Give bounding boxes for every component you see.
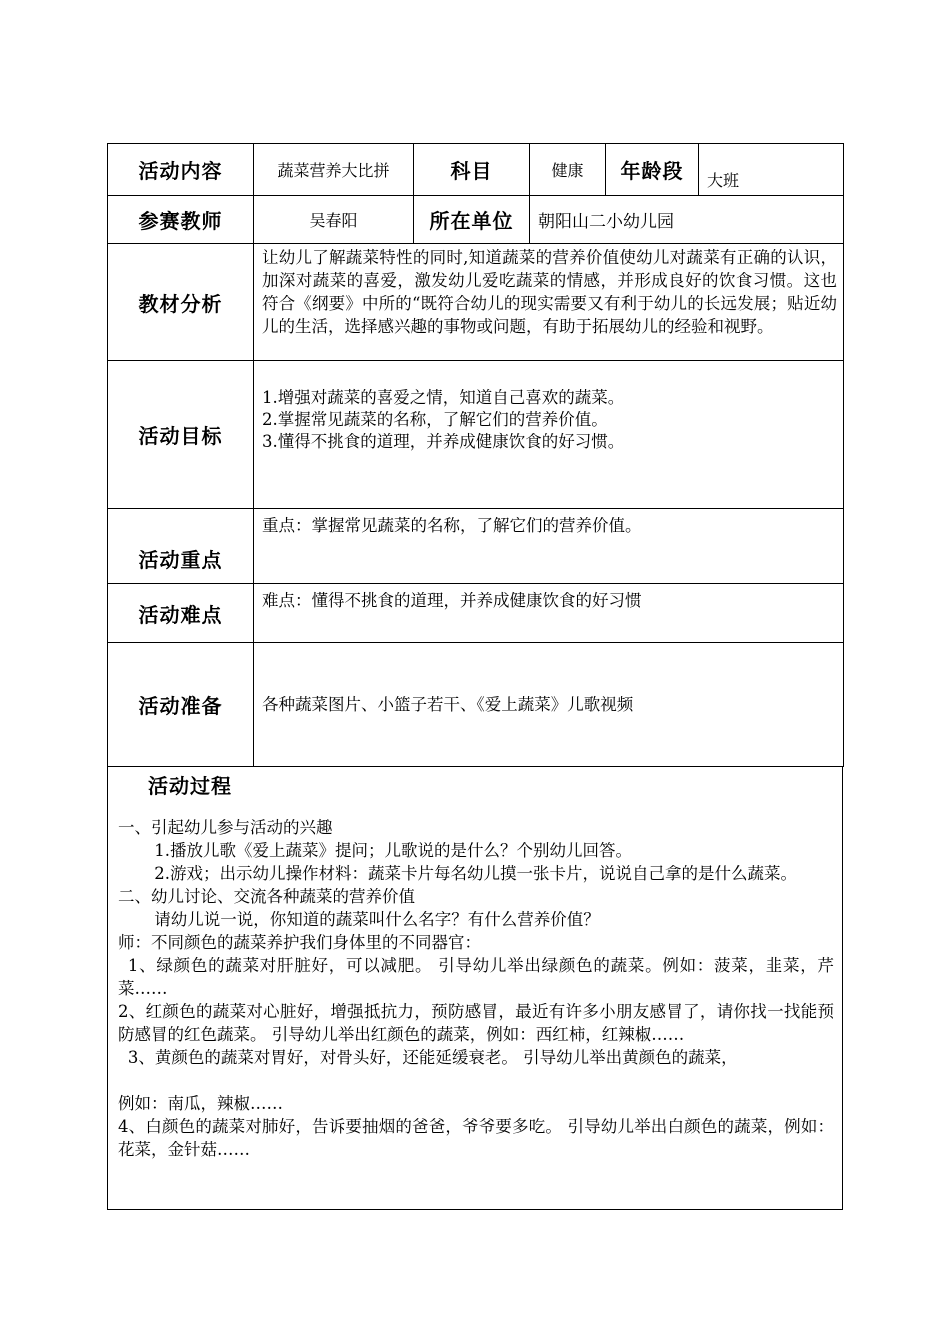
- lesson-plan-table: [107, 143, 844, 767]
- process-step: 4、白颜色的蔬菜对肺好，告诉要抽烟的爸爸，爷爷要多吃。 引导幼儿举出白颜色的蔬菜，例如：花菜，金针菇……: [118, 1117, 834, 1159]
- lesson-plan-document: [107, 143, 843, 1210]
- row-preparation: [108, 643, 844, 767]
- content-label: 活动内容: [108, 144, 254, 196]
- row-analysis: [108, 244, 844, 361]
- key-point-text: 重点：掌握常见蔬菜的名称，了解它们的营养价值。: [262, 516, 642, 535]
- process-step: 例如：南瓜，辣椒……: [118, 1094, 283, 1113]
- analysis-label: 教材分析: [108, 244, 254, 361]
- teacher-value: 吴春阳: [254, 196, 414, 244]
- analysis-text: 让幼儿了解蔬菜特性的同时,知道蔬菜的营养价值使幼儿对蔬菜有正确的认识，加深对蔬菜的喜爱，激发幼儿爱吃蔬菜的情感，并形成良好的饮食习惯。这也符合《纲要》中所的“既符合幼儿的现实需要又有利于幼儿的长远发展；贴近幼儿的生活，选择感兴趣的事物或问题，有助于拓展幼儿的经验和视野。: [262, 248, 837, 336]
- unit-value: 朝阳山二小幼儿园: [530, 196, 844, 244]
- row-content: [108, 144, 844, 196]
- goal-item: 1.增强对蔬菜的喜爱之情，知道自己喜欢的蔬菜。: [262, 388, 625, 407]
- row-difficulty: [108, 584, 844, 643]
- goal-item: 2.掌握常见蔬菜的名称，了解它们的营养价值。: [262, 410, 608, 429]
- spacer: [118, 1069, 834, 1092]
- process-step: 师：不同颜色的蔬菜养护我们身体里的不同器官：: [118, 933, 481, 952]
- unit-label: 所在单位: [414, 196, 530, 244]
- process-heading-1: 一、引起幼儿参与活动的兴趣: [118, 818, 333, 837]
- process-title: 活动过程: [148, 774, 232, 798]
- content-value: 蔬菜营养大比拼: [254, 144, 414, 196]
- activity-process-section: [107, 767, 843, 1210]
- row-teacher: [108, 196, 844, 244]
- age-label: 年龄段: [606, 144, 699, 196]
- process-step: 2.游戏；出示幼儿操作材料：蔬菜卡片每名幼儿摸一张卡片，说说自己拿的是什么蔬菜。: [154, 864, 798, 883]
- preparation-label: 活动准备: [108, 643, 254, 767]
- process-step: 请幼儿说一说，你知道的蔬菜叫什么名字？有什么营养价值？: [154, 910, 600, 929]
- process-step: 1.播放儿歌《爱上蔬菜》提问；儿歌说的是什么？个别幼儿回答。: [154, 841, 633, 860]
- preparation-text: 各种蔬菜图片、小篮子若干、《爱上蔬菜》儿歌视频: [262, 694, 634, 714]
- difficulty-label: 活动难点: [108, 584, 254, 643]
- process-step: 1、绿颜色的蔬菜对肝脏好，可以减肥。 引导幼儿举出绿颜色的蔬菜。例如：菠菜，韭菜，芹菜……: [118, 956, 834, 998]
- age-value: 大班: [699, 144, 844, 196]
- key-point-label: 活动重点: [108, 509, 254, 584]
- process-step: 3、黄颜色的蔬菜对胃好，对骨头好，还能延缓衰老。 引导幼儿举出黄颜色的蔬菜，: [127, 1048, 738, 1067]
- goal-item: 3.懂得不挑食的道理，并养成健康饮食的好习惯。: [262, 432, 625, 451]
- process-step: 2、红颜色的蔬菜对心脏好，增强抵抗力，预防感冒，最近有许多小朋友感冒了，请你找一找能预防感冒的红色蔬菜。 引导幼儿举出红颜色的蔬菜，例如：西红柿，红辣椒……: [118, 1002, 834, 1044]
- subject-value: 健康: [530, 144, 606, 196]
- difficulty-text: 难点：懂得不挑食的道理，并养成健康饮食的好习惯: [262, 591, 642, 610]
- row-goals: [108, 361, 844, 509]
- goals-label: 活动目标: [108, 361, 254, 509]
- process-heading-2: 二、幼儿讨论、交流各种蔬菜的营养价值: [118, 887, 415, 906]
- subject-label: 科目: [414, 144, 530, 196]
- row-key-point: [108, 509, 844, 584]
- teacher-label: 参赛教师: [108, 196, 254, 244]
